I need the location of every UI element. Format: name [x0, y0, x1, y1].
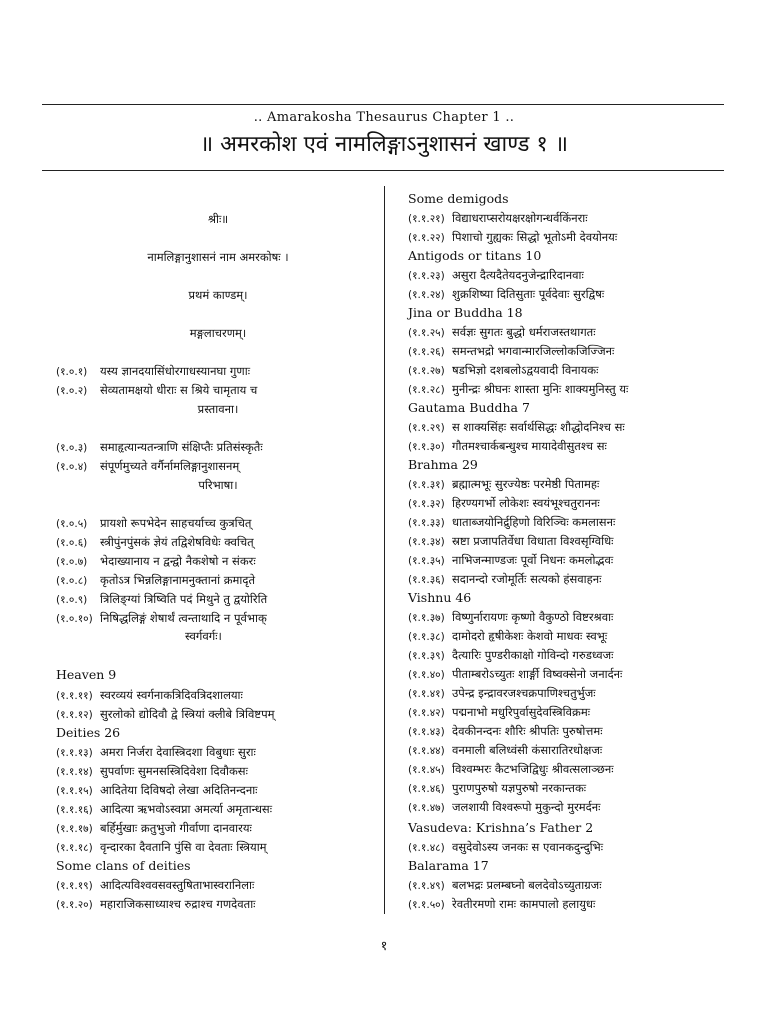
section-heading-vishnu: Vishnu 46 [408, 590, 472, 605]
verse-line: (१.१.१८) वृन्दारका दैवतानि पुंसि वा देवताः स्त्रियाम् [56, 840, 267, 854]
verse-line: (१.१.३१) ब्रह्मात्मभूः सुरज्येष्ठः परमेष्ठी पितामहः [408, 477, 600, 491]
shri-line: श्रीः॥ [207, 212, 229, 226]
verse-line: (१.१.४२) पद्मनाभो मधुरिपुर्वासुदेवस्त्रिविक्रमः [408, 705, 591, 719]
verse-line: (१.१.३३) धाताब्जयोनिर्द्रुहिणो विरिञ्चिः कमलासनः [408, 515, 616, 529]
section-heading-antigods: Antigods or titans 10 [408, 248, 542, 263]
verse-line: (१.१.२०) महाराजिकसाध्याश्च रुद्राश्च गणदेवताः [56, 897, 256, 911]
verse-line: (१.१.४३) देवकीनन्दनः शौरिः श्रीपतिः पुरुषोत्तमः [408, 724, 603, 738]
verse-line: (१.१.११) स्वरव्ययं स्वर्गनाकत्रिदिवत्रिदशालयाः [56, 688, 243, 702]
kanda-line: प्रथमं काण्डम्। [188, 288, 248, 302]
verse-line: (१.१.४६) पुराणपुरुषो यज्ञपुरुषो नरकान्तकः [408, 781, 587, 795]
page-number: १ [380, 939, 388, 954]
paribhasha-line: परिभाषा। [198, 478, 238, 492]
verse-line: (१.१.१२) सुरलोको द्योदिवौ द्वे स्त्रियां क्लीबे त्रिविष्टपम् [56, 707, 275, 721]
verse-line: (१.१.४०) पीताम्बरोऽच्युतः शार्ङ्गी विष्वक्सेनो जनार्दनः [408, 667, 623, 681]
verse-line: (१.१.१६) आदित्या ऋभवोऽस्वप्ना अमर्त्या अमृतान्धसः [56, 802, 273, 816]
verse-line: (१.१.१५) आदितेया दिविषदो लेखा अदितिनन्दनाः [56, 783, 258, 797]
verse-line: (१.१.३४) स्रष्टा प्रजापतिर्वेधा विधाता विश्वसृग्विधिः [408, 534, 614, 548]
verse-line: (१.०.३) समाहृत्यान्यतन्त्राणि संक्षिप्तैः प्रतिसंस्कृतैः [56, 440, 263, 454]
section-heading-balarama: Balarama 17 [408, 858, 489, 873]
verse-line: (१.१.१७) बर्हिर्मुखाः क्रतुभुजो गीर्वाणा दानवारयः [56, 821, 252, 835]
amarakosha-name-line: नामलिङ्गानुशासनं नाम अमरकोषः । [147, 250, 289, 264]
verse-line: (१.०.२) सेव्यतामक्षयो धीराः स श्रिये चामृताय च [56, 383, 258, 397]
verse-line: (१.१.२५) सर्वज्ञः सुगतः बुद्धो धर्मराजस्तथागतः [408, 325, 596, 339]
section-heading-clans: Some clans of deities [56, 858, 191, 873]
verse-line: (१.१.२१) विद्याधराप्सरोयक्षरक्षोगन्धर्वकिंनराः [408, 211, 588, 225]
verse-line: (१.१.३५) नाभिजन्माण्डजः पूर्वो निधनः कमलोद्भवः [408, 553, 614, 567]
prastavana-line: प्रस्तावना। [197, 402, 239, 416]
verse-line: (१.१.३२) हिरण्यगर्भो लोकेशः स्वयंभूश्चतुराननः [408, 496, 600, 510]
verse-line: (१.०.७) भेदाख्यानाय न द्वन्द्वो नैकशेषो न संकरः [56, 554, 256, 568]
document-subtitle: .. Amarakosha Thesaurus Chapter 1 .. [253, 110, 515, 125]
verse-line: (१.१.२६) समन्तभद्रो भगवान्मारजिल्लोकजिज्जिनः [408, 344, 615, 358]
verse-line: (१.१.१४) सुपर्वाणः सुमनसस्त्रिदिवेशा दिवौकसः [56, 764, 248, 778]
verse-line: (१.१.४१) उपेन्द्र इन्द्रावरजश्चक्रपाणिश्चतुर्भुजः [408, 686, 596, 700]
section-heading-demigods: Some demigods [408, 191, 509, 206]
header-bottom-rule [42, 170, 724, 171]
verse-line: (१.०.५) प्रायशो रूपभेदेन साहचर्याच्च कुत्रचित् [56, 516, 252, 530]
verse-line: (१.१.२३) असुरा दैत्यदैतेयदनुजेन्द्रारिदानवाः [408, 268, 584, 282]
section-heading-gautama: Gautama Buddha 7 [408, 400, 530, 415]
verse-line: (१.१.३६) सदानन्दो रजोमूर्तिः सत्यको हंसवाहनः [408, 572, 602, 586]
verse-line: (१.०.४) संपूर्णमुच्यते वर्गैर्नामलिङ्गानुशासनम् [56, 459, 240, 473]
verse-line: (१.१.१९) आदित्यविश्ववसवस्तुषिताभास्वरानिलाः [56, 878, 255, 892]
verse-line: (१.१.३७) विष्णुर्नारायणः कृष्णो वैकुण्ठो विष्टरश्रवाः [408, 610, 614, 624]
verse-line: (१.०.१) यस्य ज्ञानदयासिंधोरगाधस्यानघा गुणाः [56, 364, 251, 378]
verse-line: (१.१.२८) मुनीन्द्रः श्रीघनः शास्ता मुनिः शाक्यमुनिस्तु यः [408, 382, 629, 396]
section-heading-heaven: Heaven 9 [56, 667, 117, 682]
verse-line: (१.१.५०) रेवतीरमणो रामः कामपालो हलायुधः [408, 897, 596, 911]
verse-line: (१.०.१०) निषिद्धलिङ्गं शेषार्थं त्वन्ताथादि न पूर्वभाक् [56, 611, 267, 625]
verse-line: (१.१.४७) जलशायी विश्वरूपो मुकुन्दो मुरमर्दनः [408, 800, 601, 814]
document-title: ॥ अमरकोश एवं नामलिङ्गाऽनुशासनं खाण्ड १ ॥ [199, 132, 569, 157]
section-heading-jina: Jina or Buddha 18 [408, 305, 523, 320]
svarga-varga-line: स्वर्गवर्गः। [185, 629, 222, 643]
verse-line: (१.१.४५) विश्वम्भरः कैटभजिद्विधुः श्रीवत्सलाञ्छनः [408, 762, 614, 776]
verse-line: (१.१.४९) बलभद्रः प्रलम्बघ्नो बलदेवोऽच्युताग्रजः [408, 878, 602, 892]
verse-line: (१.१.४८) वसुदेवोऽस्य जनकः स एवानकदुन्दुभिः [408, 840, 604, 854]
verse-line: (१.०.९) त्रिलिङ्ग्यां त्रिष्विति पदं मिथुने तु द्वयोरिति [56, 592, 268, 606]
verse-line: (१.१.२९) स शाक्यसिंहः सर्वार्थसिद्धः शौद्धोदनिश्च सः [408, 420, 625, 434]
section-heading-deities: Deities 26 [56, 725, 121, 740]
section-heading-vasudeva: Vasudeva: Krishna’s Father 2 [408, 820, 594, 835]
verse-line: (१.१.४४) वनमाली बलिध्वंसी कंसारातिरधोक्षजः [408, 743, 603, 757]
verse-line: (१.१.२७) षडभिज्ञो दशबलोऽद्वयवादी विनायकः [408, 363, 599, 377]
verse-line: (१.०.८) कृतोऽत्र भिन्नलिङ्गानामनुक्तानां क्रमादृते [56, 573, 256, 587]
verse-line: (१.१.३८) दामोदरो हृषीकेशः केशवो माधवः स्वभूः [408, 629, 608, 643]
mangalacharana-line: मङ्गलाचरणम्। [189, 326, 247, 340]
verse-line: (१.१.३९) दैत्यारिः पुण्डरीकाक्षो गोविन्दो गरुडध्वजः [408, 648, 614, 662]
top-rule [42, 104, 724, 105]
section-heading-brahma: Brahma 29 [408, 457, 478, 472]
verse-line: (१.१.२२) पिशाचो गुह्यकः सिद्धो भूतोऽमी देवयोनयः [408, 230, 618, 244]
verse-line: (१.०.६) स्त्रीपुंनपुंसकं ज्ञेयं तद्विशेषविधेः क्वचित् [56, 535, 254, 549]
verse-line: (१.१.३०) गौतमश्चार्कबन्धुश्च मायादेवीसुतश्च सः [408, 439, 607, 453]
verse-line: (१.१.१३) अमरा निर्जरा देवास्त्रिदशा विबुधाः सुराः [56, 745, 256, 759]
verse-line: (१.१.२४) शुक्रशिष्या दितिसुताः पूर्वदेवाः सुरद्विषः [408, 287, 605, 301]
column-divider [384, 186, 385, 914]
